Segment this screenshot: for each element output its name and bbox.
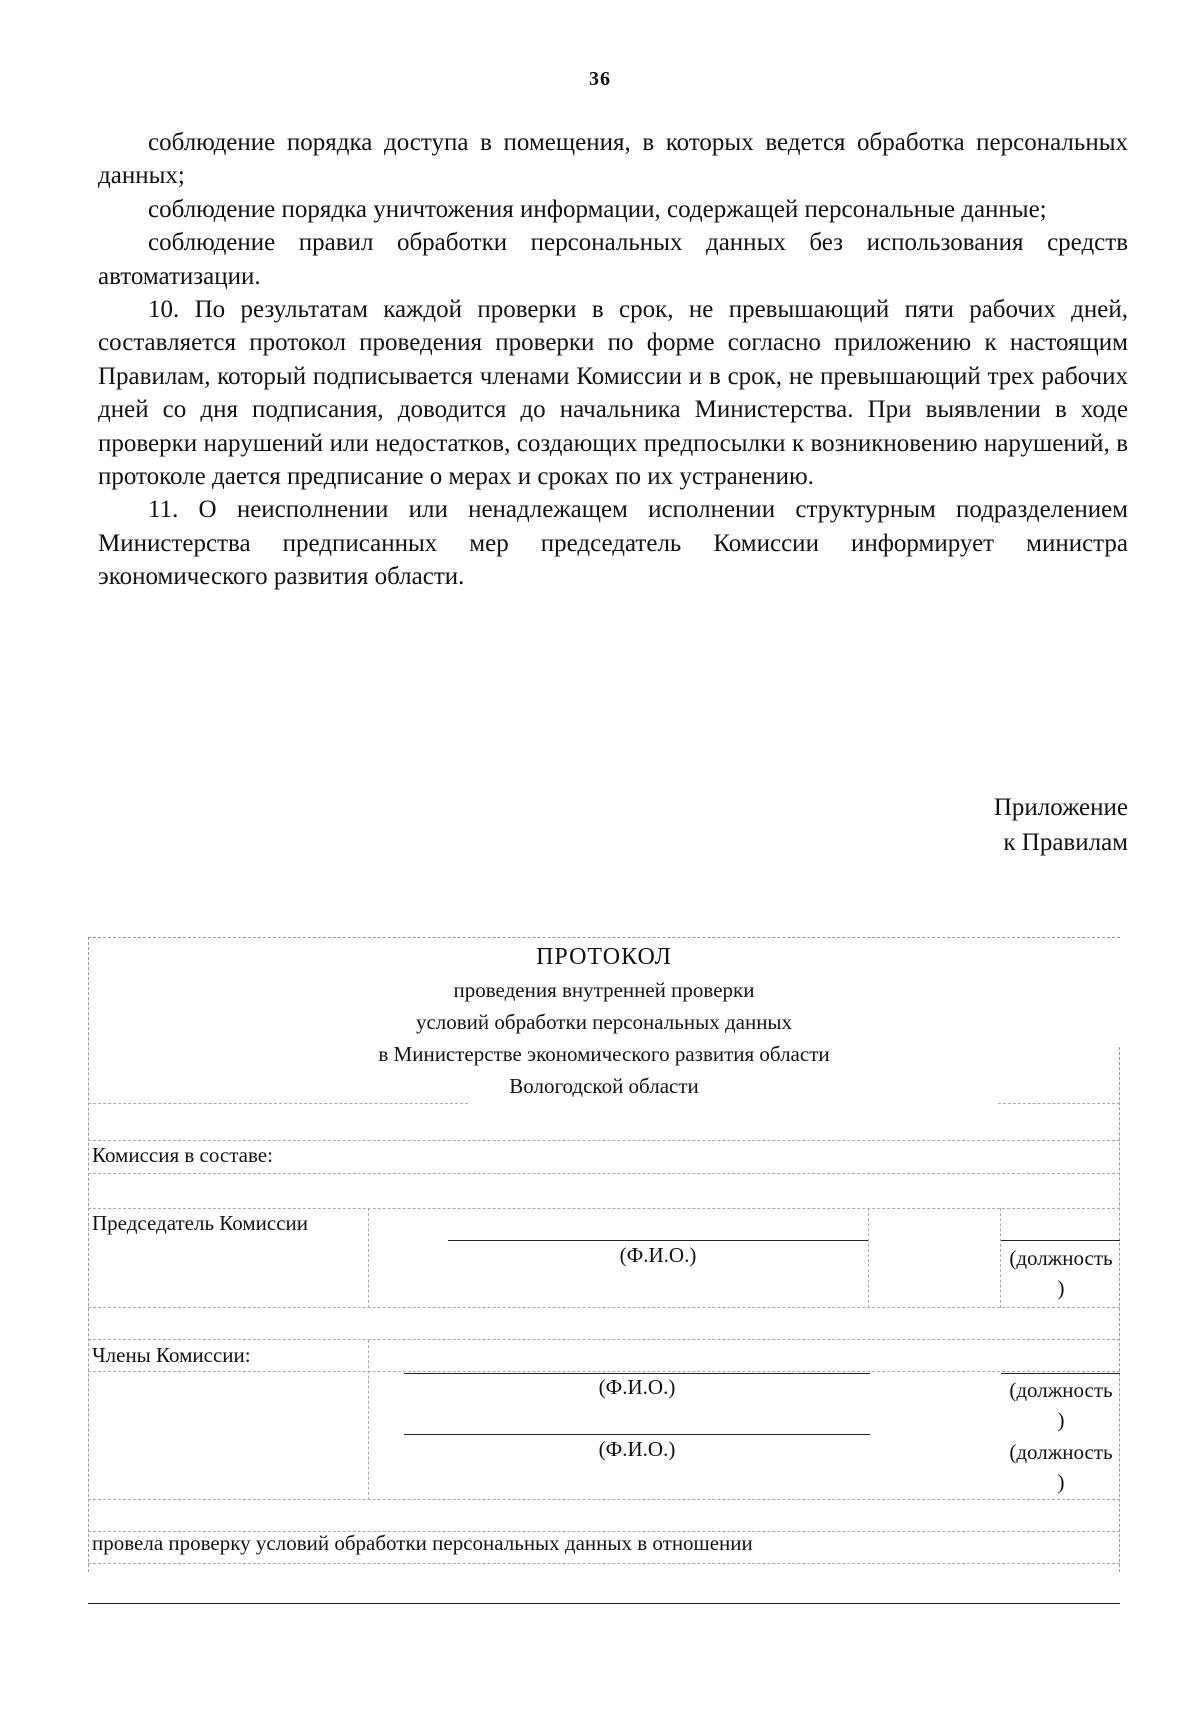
protocol-subtitle-line-2: условий обработки персональных данных	[415, 1010, 793, 1034]
chairman-label: Председатель Комиссии	[92, 1211, 308, 1235]
paragraph-access-rules: соблюдение порядка доступа в помещения, в которых ведется обработка персональных данных;	[98, 129, 1128, 190]
position-caption-close: )	[1057, 1470, 1065, 1494]
member-1-fio-line	[404, 1373, 870, 1374]
answer-line	[88, 1603, 1120, 1604]
position-caption-close: )	[1057, 1408, 1065, 1432]
member-2-position-caption	[991, 1437, 1131, 1497]
appendix-line-1: Приложение	[993, 794, 1128, 821]
grid-line	[368, 1208, 369, 1308]
grid-line	[88, 1307, 1120, 1308]
member-2-fio-caption: (Ф.И.О.)	[598, 1437, 676, 1461]
protocol-title: ПРОТОКОЛ	[536, 944, 672, 970]
protocol-heading	[88, 940, 1120, 1102]
appendix-line-2: к Правилам	[1003, 829, 1128, 856]
position-caption-text: (должность	[1009, 1440, 1113, 1464]
grid-line	[88, 1173, 1120, 1174]
position-caption-text: (должность	[1009, 1378, 1113, 1402]
paragraph-non-automated-rules: соблюдение правил обработки персональных данных без использования средств автоматизации.	[98, 229, 1128, 290]
member-2-fio-line	[404, 1434, 870, 1435]
appendix-note	[994, 790, 1128, 860]
grid-line	[88, 1563, 1120, 1564]
position-caption-text: (должность	[1009, 1246, 1113, 1270]
chairman-fio-caption: (Ф.И.О.)	[619, 1243, 697, 1267]
chairman-position-line	[1001, 1240, 1120, 1241]
form-frame-top	[88, 937, 1120, 938]
grid-line	[88, 1103, 468, 1104]
body-text	[98, 126, 1128, 594]
grid-line	[998, 1103, 1120, 1104]
paragraph-destruction-rules: соблюдение порядка уничтожения информации, содержащей персональные данные;	[148, 195, 1047, 223]
member-1-position-caption	[991, 1375, 1131, 1435]
grid-line	[88, 1371, 1120, 1372]
protocol-subtitle-line-3: в Министерстве экономического развития области	[378, 1042, 830, 1066]
member-1-fio-caption: (Ф.И.О.)	[598, 1375, 676, 1399]
grid-line	[88, 1140, 1120, 1141]
grid-line	[88, 1208, 1120, 1209]
protocol-subtitle-line-4: Вологодской области	[509, 1074, 699, 1098]
paragraph-item-11: 11. О неисполнении или ненадлежащем исполнении структурным подразделением Министерства предписанных мер председатель Комиссии информирует министра экономического развития области.	[98, 496, 1128, 591]
grid-line	[868, 1208, 869, 1308]
paragraph-item-10: 10. По результатам каждой проверки в срок, не превышающий пяти рабочих дней, составляется протокол проведения проверки по форме согласно приложению к настоящим Правилам, который подписывается членами Комиссии и в срок, не превышающий трех рабочих дней со дня подписания, доводится до начальника Министерства. При выявлении в ходе проверки нарушений или недостатков, создающих предпосылки к возникновению нарушений, в протоколе дается предписание о мерах и сроках по их устранению.	[98, 296, 1128, 491]
chairman-fio-line	[448, 1240, 868, 1241]
protocol-subtitle-line-1: проведения внутренней проверки	[453, 978, 755, 1002]
protocol-form	[88, 937, 1120, 1617]
closing-text: провела проверку условий обработки персональных данных в отношении	[92, 1531, 753, 1555]
position-caption-close: )	[1057, 1276, 1065, 1300]
grid-line	[88, 1499, 1120, 1500]
commission-label: Комиссия в составе:	[92, 1143, 273, 1167]
member-1-position-line	[1001, 1373, 1120, 1374]
grid-line	[88, 1339, 1120, 1340]
page-number: 36	[589, 68, 611, 90]
members-label: Члены Комиссии:	[92, 1343, 251, 1367]
grid-line	[368, 1340, 369, 1500]
chairman-position-caption	[991, 1243, 1131, 1303]
